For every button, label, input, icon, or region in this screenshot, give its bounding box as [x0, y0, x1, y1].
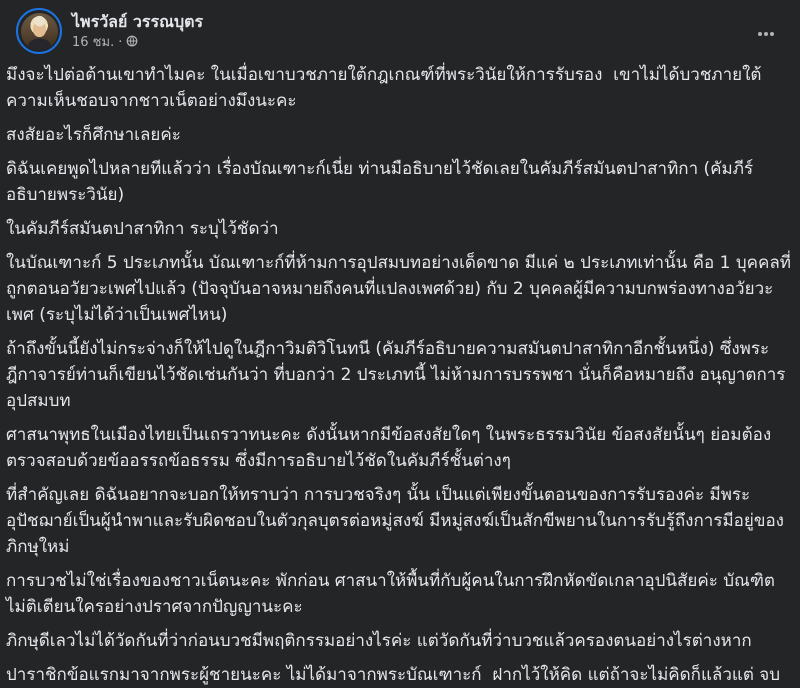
post-paragraph: ภิกษุดีเลวไม่ได้วัดกันที่ว่าก่อนบวชมีพฤติกรรมอย่างไรค่ะ แต่วัดกันที่ว่าบวชแล้วครองตนอย่างไรต่างหาก: [6, 631, 752, 651]
post-paragraph: ในบัณเฑาะก์ 5 ประเภทนั้น บัณเฑาะก์ที่ห้ามการอุปสมบทอย่างเด็ดขาด มีแค่ ๒ ประเภทเท่านั้น คือ 1 บุคคลที่ถูกตอนอวัยวะเพศไปแล้ว (ปัจจุบันอาจหมายถึงคนที่แปลงเพศด้วย) กับ 2 บุคคลผู้มีความบกพร่องทางอวัยวะเพศ (ระบุไม่ได้ว่าเป็นเพศไหน): [6, 253, 792, 325]
post-paragraph: สงสัยอะไรก็ศึกษาเลยค่ะ: [6, 125, 181, 145]
post-paragraph: ปาราชิกข้อแรกมาจากพระผู้ชายนะคะ ไม่ได้มาจากพระบัณเฑาะก์ ฝากไว้ให้คิด แต่ถ้าจะไม่คิดก็แล้วแต่ จบ: [6, 665, 781, 685]
post-paragraph: ถ้าถึงขั้นนี้ยังไม่กระจ่างก็ให้ไปดูในฎีกาวิมติวิโนทนี (คัมภีร์อธิบายความสมันตปาสาทิกาอีกชั้นหนึ่ง) ซึ่งพระฎีกาจารย์ท่านก็เขียนไว้ชัดเช่นกันว่า ที่บอกว่า 2 ประเภทนี้ ไม่ห้ามการบรรพชา นั่นก็คือหมายถึง อนุญาตการอุปสมบท: [6, 339, 786, 411]
post-paragraph: ศาสนาพุทธในเมืองไทยเป็นเถรวาทนะคะ ดังนั้นหากมีข้อสงสัยใดๆ ในพระธรรมวินัย ข้อสงสัยนั้นๆ ย่อมต้องตรวจสอบด้วยข้ออรรถข้อธรรม ซึ่งมีการอธิบายไว้ชัดในคัมภีร์ชั้นต่างๆ: [6, 425, 772, 471]
ellipsis-icon: [756, 24, 776, 44]
author-name-link[interactable]: ไพรวัลย์ วรรณบุตร: [72, 12, 204, 31]
post-meta: [72, 34, 203, 52]
post-body-text: [0, 54, 800, 688]
meta-separator: ·: [118, 35, 123, 50]
post-paragraph: ในคัมภีร์สมันตปาสาทิกา ระบุไว้ชัดว่า: [6, 219, 279, 239]
post-paragraph: ดิฉันเคยพูดไปหลายทีแล้วว่า เรื่องบัณเฑาะก์เนี่ย ท่านมือธิบายไว้ชัดเลยในคัมภีร์สมันตปาสาทิกา (คัมภีร์อธิบายพระวินัย): [6, 159, 754, 205]
post-paragraph: ที่สำคัญเลย ดิฉันอยากจะบอกให้ทราบว่า การบวชจริงๆ นั้น เป็นแต่เพียงขั้นตอนของการรับรองค่ะ มีพระอุปัชฌาย์เป็นผู้นำพาและรับผิดชอบในตัวกุลบุตรต่อหมู่สงฆ์ มีหมู่สงฆ์เป็นสักขีพยานในการรับรู้ถึงการมีอยู่ของภิกษุใหม่: [6, 485, 784, 557]
post-options-button[interactable]: [750, 18, 782, 50]
post-paragraph: การบวชไม่ใช่เรื่องของชาวเน็ตนะคะ พักก่อน ศาสนาให้พื้นที่กับผู้คนในการฝึกหัดขัดเกลาอุปนิสัยค่ะ บัณฑิตไม่ติเตียนใครอย่างปราศจากปัญญานะคะ: [6, 571, 775, 617]
avatar-photo: [21, 13, 58, 50]
header-text: [72, 8, 203, 52]
globe-privacy-icon: [126, 35, 138, 52]
timestamp-link[interactable]: 16 ชม.: [72, 35, 115, 50]
avatar[interactable]: [16, 8, 62, 54]
post-header: [0, 0, 800, 54]
post-paragraph: มึงจะไปต่อต้านเขาทำไมคะ ในเมื่อเขาบวชภายใต้กฎเกณฑ์ที่พระวินัยให้การรับรอง เขาไม่ได้บวชภายใต้ความเห็นชอบจากชาวเน็ตอย่างมึงนะคะ: [6, 65, 762, 111]
